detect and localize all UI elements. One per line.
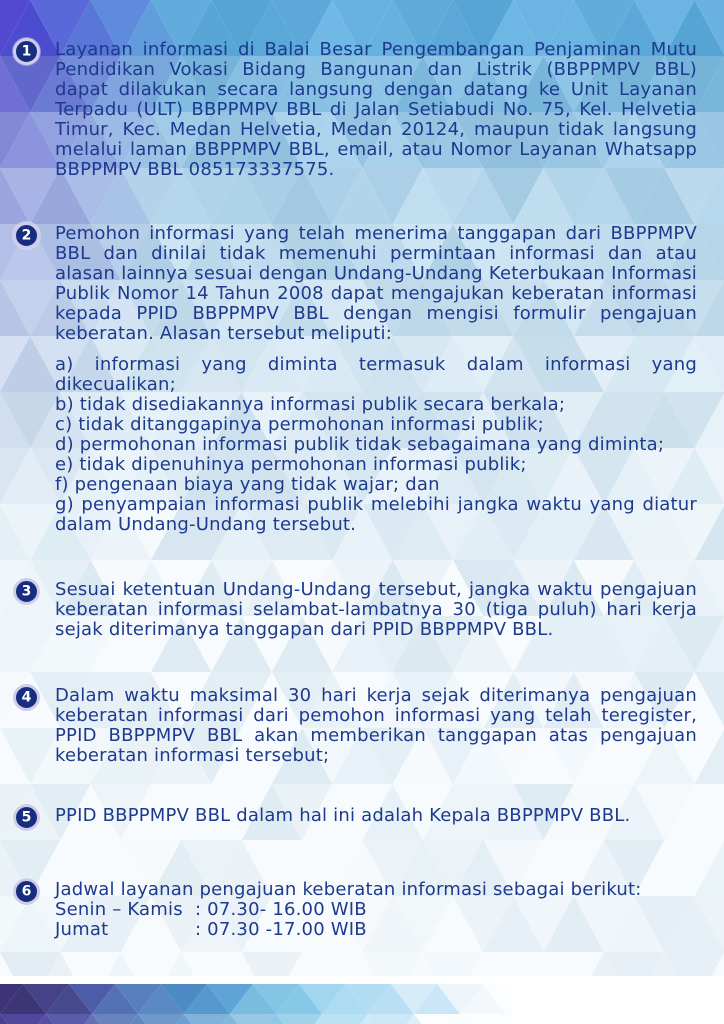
item-1-number: 1: [21, 43, 32, 59]
item-4-number-badge: [13, 684, 40, 711]
item-3-text: Sesuai ketentuan Undang-Undang tersebut, jangka waktu pengajuan keberatan informasi selambat-lambatnya 30 (tiga puluh) hari kerja sejak diterimanya tanggapan dari PPID BBPPMPV BBL.: [55, 579, 697, 640]
item-1-number-badge: [13, 38, 40, 65]
item-5-number: 5: [21, 809, 32, 825]
item-2-number: 2: [21, 227, 32, 243]
reasons-list: [0, 355, 724, 535]
list-item-5: [0, 806, 724, 826]
item-4-text: Dalam waktu maksimal 30 hari kerja sejak diterimanya pengajuan keberatan informasi dari pemohon informasi yang telah teregister, PPID BBPPMPV BBL akan memberikan tanggapan atas pengajuan keberatan informasi tersebut;: [55, 685, 697, 766]
schedule-row-weekdays: [55, 900, 697, 920]
list-item-1: [0, 40, 724, 180]
schedule-day: Senin – Kamis: [55, 899, 183, 920]
item-6-number: 6: [21, 883, 32, 899]
reason-b: b) tidak disediakannya informasi publik secara berkala;: [55, 394, 566, 415]
item-2-number-badge: [13, 222, 40, 249]
item-3-number: 3: [21, 583, 32, 599]
item-3-number-badge: [13, 578, 40, 605]
schedule-row-friday: [55, 920, 697, 940]
list-item-3: [0, 580, 724, 640]
list-item-4: [0, 686, 724, 766]
item-4-number: 4: [21, 689, 32, 705]
item-2-text: Pemohon informasi yang telah menerima tanggapan dari BBPPMPV BBL dan dinilai tidak memenuhi permintaan informasi dan atau alasan lainnya sesuai dengan Undang-Undang Keterbukaan Informasi Publik Nomor 14 Tahun 2008 dapat mengajukan keberatan informasi kepada PPID BBPPMPV BBL dengan mengisi formulir pengajuan keberatan. Alasan tersebut meliputi:: [55, 223, 697, 344]
schedule-hours: : 07.30- 16.00 WIB: [195, 899, 367, 920]
reason-c: c) tidak ditanggapinya permohonan informasi publik;: [55, 414, 544, 435]
reason-e: e) tidak dipenuhinya permohonan informasi publik;: [55, 454, 527, 475]
item-1-text: Layanan informasi di Balai Besar Pengembangan Penjaminan Mutu Pendidikan Vokasi Bidang Bangunan dan Listrik (BBPPMPV BBL) dapat dilakukan secara langsung dengan datang ke Unit Layanan Terpadu (ULT) BBPPMPV BBL di Jalan Setiabudi No. 75, Kel. Helvetia Timur, Kec. Medan Helvetia, Medan 20124, maupun tidak langsung melalui laman BBPPMPV BBL, email, atau Nomor Layanan Whatsapp BBPPMPV BBL 085173337575.: [55, 39, 697, 180]
item-5-number-badge: [13, 804, 40, 831]
footer-mosaic-strip: [0, 984, 512, 1024]
item-6-number-badge: [13, 878, 40, 905]
item-6-text: Jadwal layanan pengajuan keberatan informasi sebagai berikut:: [55, 879, 642, 900]
list-item-2: [0, 224, 724, 535]
reason-f: f) pengenaan biaya yang tidak wajar; dan: [55, 474, 440, 495]
list-item-6: [0, 880, 724, 940]
reason-d: d) permohonan informasi publik tidak sebagaimana yang diminta;: [55, 434, 665, 455]
item-5-text: PPID BBPPMPV BBL dalam hal ini adalah Kepala BBPPMPV BBL.: [55, 805, 631, 826]
reason-a: a) informasi yang diminta termasuk dalam informasi yang dikecualikan;: [55, 354, 697, 395]
reason-g: g) penyampaian informasi publik melebihi jangka waktu yang diatur dalam Undang-Undang tersebut.: [55, 494, 697, 535]
schedule-hours: : 07.30 -17.00 WIB: [195, 919, 367, 940]
schedule-day: Jumat: [55, 919, 109, 940]
schedule: [55, 900, 697, 940]
